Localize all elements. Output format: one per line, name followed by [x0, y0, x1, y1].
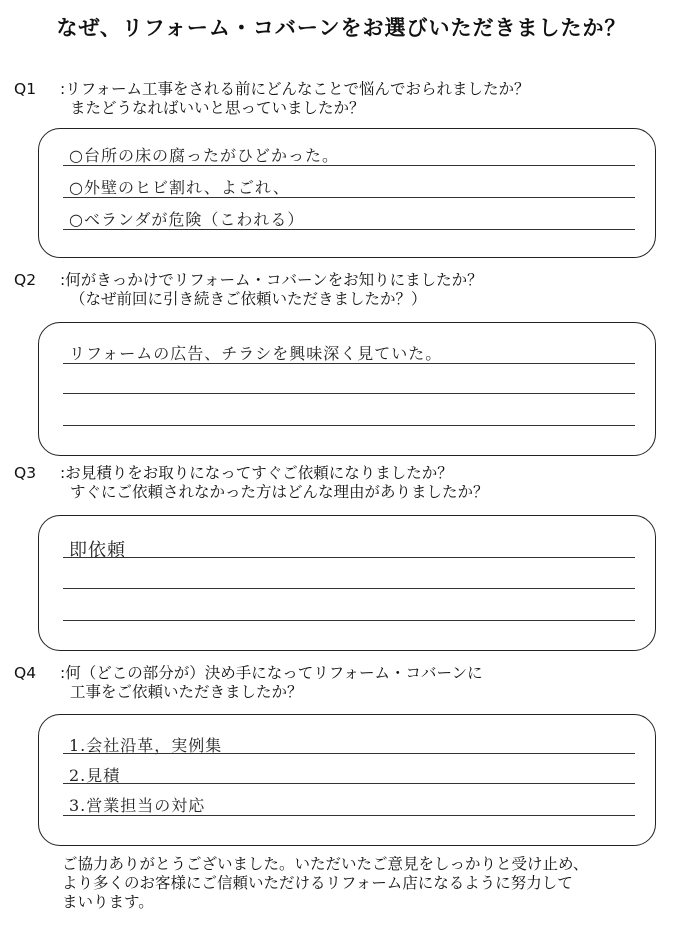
answer-box-1: [38, 128, 656, 258]
ruled-line: [63, 753, 635, 754]
footer-line: まいります。: [62, 893, 154, 911]
question-text: :何がきっかけでリフォーム・コバーンをお知りにましたか？: [60, 271, 483, 289]
answer-line: リフォームの広告、チラシを興味深く見ていた。: [69, 344, 443, 363]
footer-message: [62, 855, 588, 912]
question-text: すぐにご依頼されなかった方はどんな理由がありましたか？: [70, 483, 489, 501]
answer-box-3: [38, 515, 656, 651]
question-text: :お見積りをお取りになってすぐご依頼になりましたか？: [60, 464, 453, 482]
footer-line: ご協力ありがとうございました。いただいたご意見をしっかりと受け止め、: [62, 855, 589, 873]
answer-line: 3.営業担当の対応: [69, 796, 206, 815]
question-1: [14, 80, 529, 118]
ruled-line: [63, 197, 635, 198]
ruled-line: [63, 165, 635, 166]
answer-line: 即依頼: [69, 540, 126, 561]
ruled-line: [63, 393, 635, 394]
ruled-line: [63, 557, 635, 558]
ruled-line: [63, 783, 635, 784]
question-text: 工事をご依頼いただきましたか？: [70, 683, 303, 701]
ruled-line: [63, 425, 635, 426]
question-4: [14, 664, 483, 702]
answer-box-2: [38, 322, 656, 456]
question-number: Q2: [14, 271, 37, 289]
ruled-line: [63, 815, 635, 816]
question-number: Q1: [14, 80, 37, 98]
question-text: （なぜ前回に引き続きご依頼いただきましたか？）: [70, 290, 427, 308]
ruled-line: [63, 229, 635, 230]
footer-line: より多くのお客様にご信頼いただけるリフォーム店になるように努力して: [62, 874, 573, 892]
question-3: [14, 464, 489, 502]
ruled-line: [63, 588, 635, 589]
answer-box-4: [38, 714, 656, 846]
ruled-line: [63, 363, 635, 364]
page-title: なぜ、リフォーム・コバーンをお選びいただきましたか？: [56, 16, 627, 40]
question-text: またどうなればいいと思っていましたか？: [70, 99, 365, 117]
question-number: Q4: [14, 664, 37, 682]
answer-line: ○外壁のヒビ割れ、よごれ、: [69, 178, 290, 197]
answer-line: 1.会社沿革，実例集: [69, 736, 223, 755]
ruled-line: [63, 620, 635, 621]
question-text: :リフォーム工事をされる前にどんなことで悩んでおられましたか？: [60, 80, 530, 98]
answer-line: ○台所の床の腐ったがひどかった。: [69, 146, 339, 165]
question-text: :何（どこの部分が）決め手になってリフォーム・コバーンに: [60, 664, 483, 682]
question-number: Q3: [14, 464, 37, 482]
answer-line: ○ベランダが危険（こわれる）: [69, 210, 305, 229]
answer-line: 2.見積: [69, 766, 121, 785]
question-2: [14, 271, 483, 309]
